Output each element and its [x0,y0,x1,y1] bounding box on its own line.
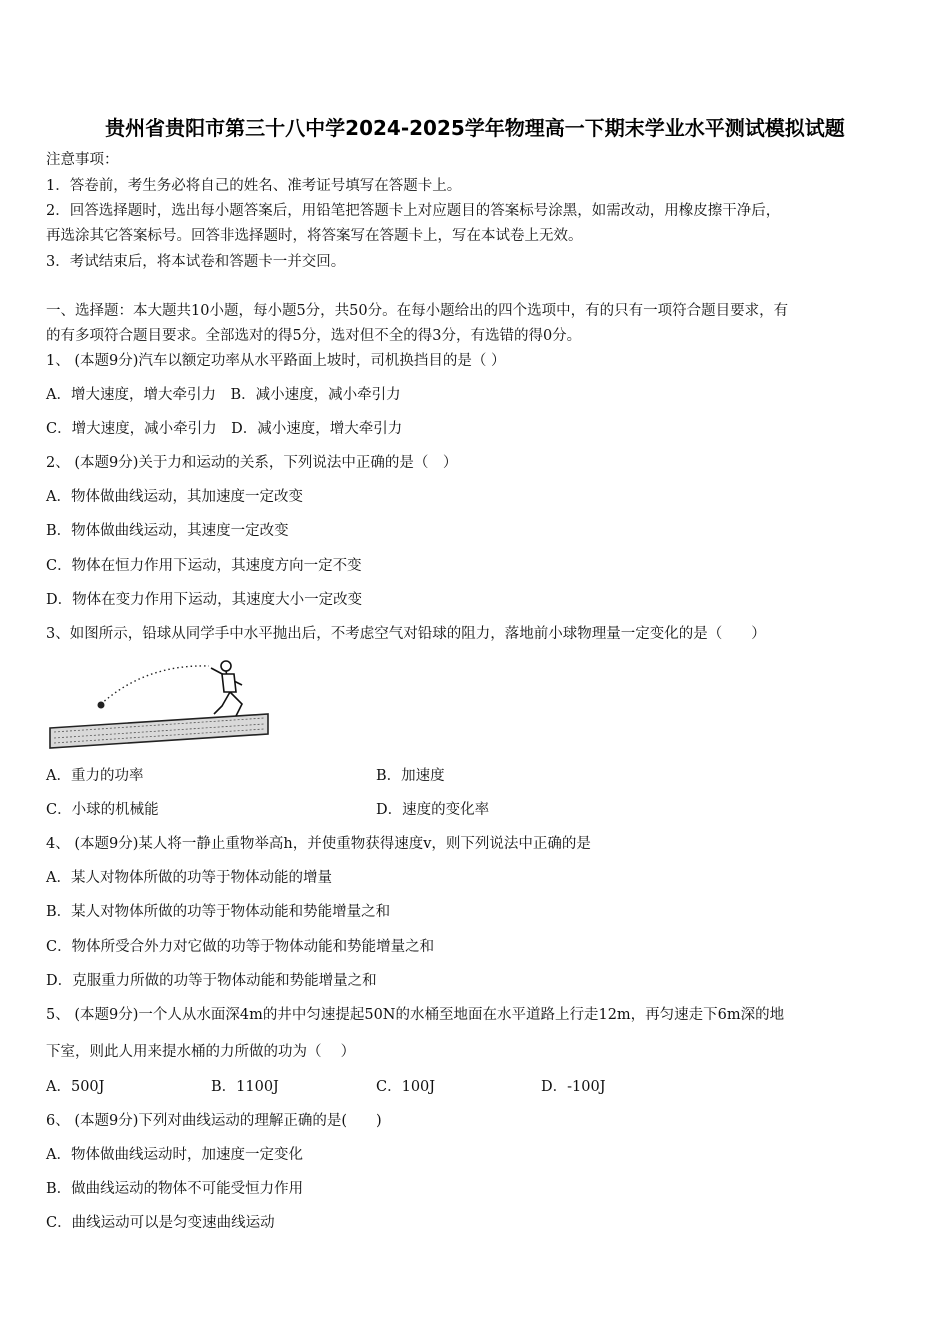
section-instructions-line1: 一、选择题：本大题共10小题，每小题5分，共50分。在每小题给出的四个选项中，有的只有一项符合题目要求，有 [46,303,789,319]
shot-ball [98,702,105,709]
notice-item-2-cont: 再选涂其它答案标号。回答非选择题时，将答案写在答题卡上，写在本试卷上无效。 [46,228,583,244]
trajectory-dots [101,666,209,704]
notice-heading: 注意事项： [46,152,119,168]
q2-option-b: B．物体做曲线运动，其速度一定改变 [46,523,289,539]
q5-stem-line2: 下室，则此人用来提水桶的力所做的功为（ ） [46,1044,356,1060]
q3-option-c: C．小球的机械能 [46,802,159,818]
q6-option-b: B．做曲线运动的物体不可能受恒力作用 [46,1181,304,1197]
q1-options-row1: A．增大速度，增大牵引力 B．减小速度，减小牵引力 [46,387,401,403]
q6-option-c: C．曲线运动可以是匀变速曲线运动 [46,1215,275,1231]
q5-option-d: D．-100J [541,1079,606,1095]
q5-option-b: B．1100J [211,1079,279,1095]
q6-option-a: A．物体做曲线运动时，加速度一定变化 [46,1147,303,1163]
q4-option-b: B．某人对物体所做的功等于物体动能和势能增量之和 [46,904,391,920]
exam-title: 贵州省贵阳市第三十八中学2024-2025学年物理高一下期末学业水平测试模拟试题 [105,116,845,140]
thrower-figure [211,661,242,716]
q5-option-c: C．100J [376,1079,436,1095]
q2-option-c: C．物体在恒力作用下运动，其速度方向一定不变 [46,558,362,574]
notice-item-1: 1．答卷前，考生务必将自己的姓名、准考证号填写在答题卡上。 [46,178,462,194]
q4-option-c: C．物体所受合外力对它做的功等于物体动能和势能增量之和 [46,939,435,955]
notice-item-2: 2．回答选择题时，选出每小题答案后，用铅笔把答题卡上对应题目的答案标号涂黑，如需改动，用橡皮擦干净后， [46,203,781,219]
q5-stem-line1: 5、 (本题9分)一个人从水面深4m的井中匀速提起50N的水桶至地面在水平道路上行走12m，再匀速走下6m深的地 [46,1007,785,1023]
q2-option-a: A．物体做曲线运动，其加速度一定改变 [46,489,303,505]
q6-stem: 6、 (本题9分)下列对曲线运动的理解正确的是( ) [46,1113,382,1129]
q2-stem: 2、 (本题9分)关于力和运动的关系，下列说法中正确的是（ ） [46,455,458,471]
q4-option-a: A．某人对物体所做的功等于物体动能的增量 [46,870,332,886]
q1-options-row2: C．增大速度，减小牵引力 D．减小速度，增大牵引力 [46,421,403,437]
section-instructions-line2: 的有多项符合题目要求。全部选对的得5分，选对但不全的得3分，有选错的得0分。 [46,328,582,344]
q2-option-d: D．物体在变力作用下运动，其速度大小一定改变 [46,592,363,608]
q4-option-d: D．克服重力所做的功等于物体动能和势能增量之和 [46,973,377,989]
notice-item-3: 3．考试结束后，将本试卷和答题卡一并交回。 [46,254,346,270]
q1-stem: 1、 (本题9分)汽车以额定功率从水平路面上坡时，司机换挡目的是（ ） [46,353,506,369]
q3-option-d: D．速度的变化率 [376,802,490,818]
q4-stem: 4、 (本题9分)某人将一静止重物举高h，并使重物获得速度v，则下列说法中正确的是 [46,836,591,852]
shot-put-figure [46,652,274,756]
q3-option-a: A．重力的功率 [46,768,144,784]
q5-option-a: A．500J [46,1079,105,1095]
q3-option-b: B．加速度 [376,768,445,784]
q3-stem: 3、如图所示，铅球从同学手中水平抛出后，不考虑空气对铅球的阻力，落地前小球物理量一定变化的是（ ） [46,626,766,642]
